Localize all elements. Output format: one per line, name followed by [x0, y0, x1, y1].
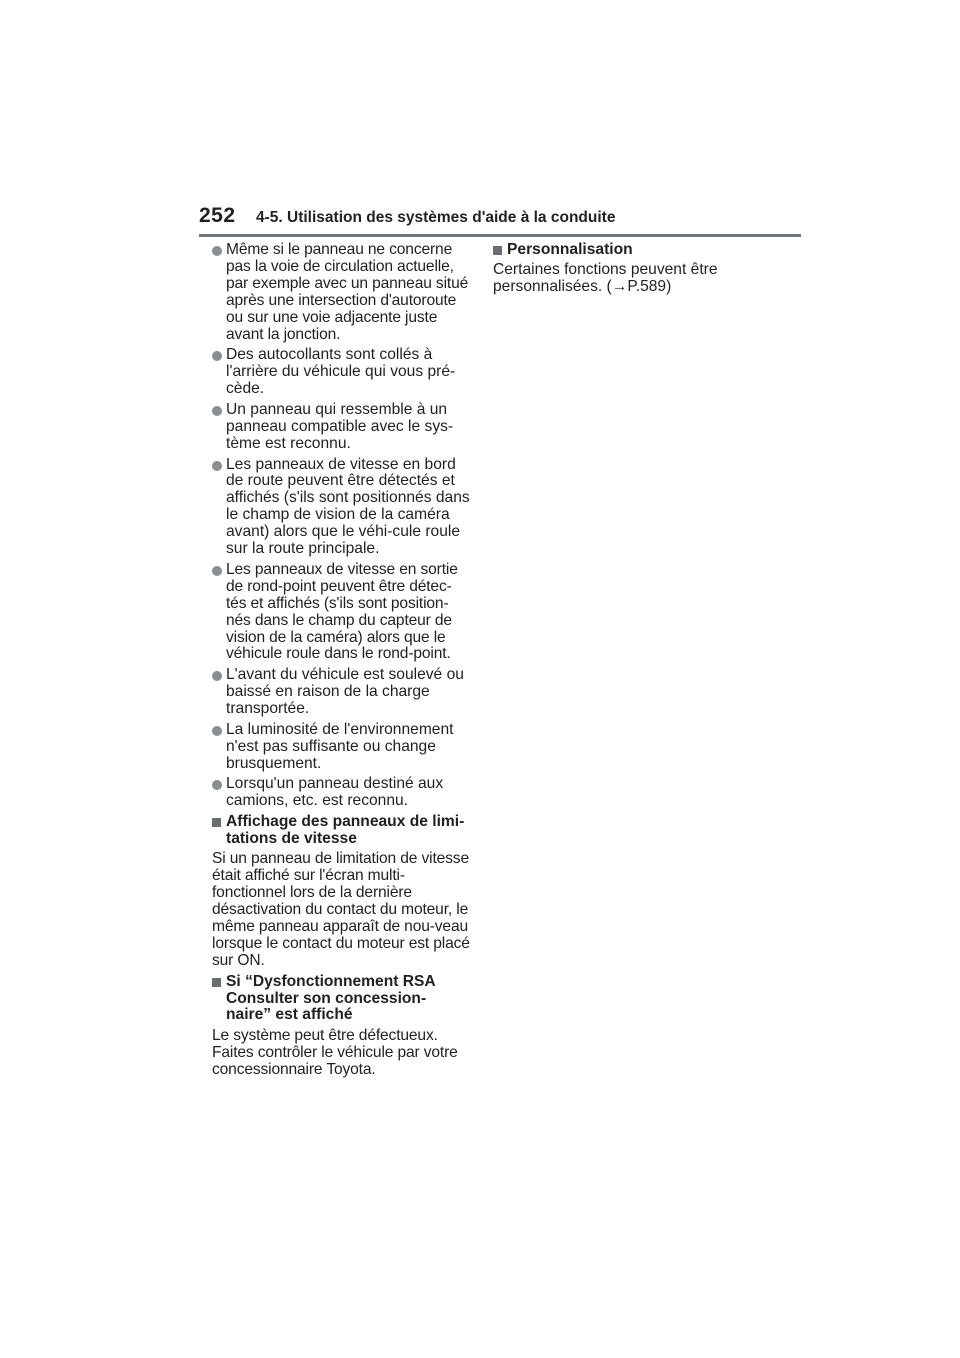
subsection-heading	[493, 242, 753, 259]
list-item-text: Des autocollants sont collés à l'arrière du véhicule qui vous pré-cède.	[226, 346, 456, 398]
list-item	[212, 562, 470, 663]
bullet-icon	[212, 566, 222, 576]
bullet-icon	[212, 780, 222, 790]
square-bullet-icon	[212, 978, 221, 987]
subsection-heading	[212, 814, 470, 848]
heading-text: Si “Dysfonctionnement RSA Consulter son concession-naire” est affiché	[226, 972, 436, 1024]
list-item	[212, 776, 470, 810]
page-header	[199, 203, 801, 237]
list-item-text: L'avant du véhicule est soulevé ou baissé en raison de la charge transportée.	[226, 666, 464, 718]
list-item-text: La luminosité de l'environnement n'est pas suffisante ou change brusquement.	[226, 720, 454, 772]
paragraph: Le système peut être défectueux. Faites contrôler le véhicule par votre concessionnaire Toyota.	[212, 1026, 458, 1078]
bullet-icon	[212, 406, 222, 416]
subsection-heading	[212, 974, 470, 1025]
list-item-text: Lorsqu'un panneau destiné aux camions, etc. est reconnu.	[226, 775, 444, 810]
list-item	[212, 347, 470, 398]
list-item	[212, 457, 470, 558]
paragraph: Certaines fonctions peuvent être personnalisées. (→P.589)	[493, 261, 718, 296]
right-column	[493, 242, 753, 300]
list-item	[212, 667, 470, 718]
list-item-text: Les panneaux de vitesse en sortie de rond-point peuvent être détec-tés et affichés (s'ils sont position-nés dans le champ du capteur de vision de la caméra) alors que le véhicule roule dans le rond-point.	[226, 560, 458, 663]
page-number: 252	[199, 204, 236, 227]
heading-text: Affichage des panneaux de limi-tations de vitesse	[226, 813, 465, 848]
bullet-icon	[212, 351, 222, 361]
heading-text: Personnalisation	[507, 241, 633, 258]
list-item	[212, 242, 470, 343]
left-column	[212, 242, 470, 1083]
list-item-text: Même si le panneau ne concerne pas la voie de circulation actuelle, par exemple avec un panneau situé après une intersection d'autoroute ou sur une voie adjacente juste avant la jonction.	[226, 241, 469, 343]
list-item-text: Les panneaux de vitesse en bord de route peuvent être détectés et affichés (s'ils sont positionnés dans le champ de vision de la caméra avant) alors que le véhi-cule roule sur la route principale.	[226, 455, 470, 558]
list-item	[212, 722, 470, 773]
square-bullet-icon	[212, 818, 221, 827]
bullet-icon	[212, 671, 222, 681]
paragraph: Si un panneau de limitation de vitesse était affiché sur l'écran multi-fonctionnel lors de la dernière désactivation du contact du moteur, le même panneau apparaît de nou-veau lorsque le contact du moteur est placé sur ON.	[212, 850, 470, 969]
bullet-icon	[212, 726, 222, 736]
square-bullet-icon	[493, 246, 502, 255]
list-item	[212, 402, 470, 453]
section-title: 4-5. Utilisation des systèmes d'aide à la conduite	[256, 209, 616, 226]
header-rule	[199, 234, 801, 237]
list-item-text: Un panneau qui ressemble à un panneau compatible avec le sys-tème est reconnu.	[226, 400, 454, 452]
bullet-icon	[212, 461, 222, 471]
bullet-icon	[212, 246, 222, 256]
